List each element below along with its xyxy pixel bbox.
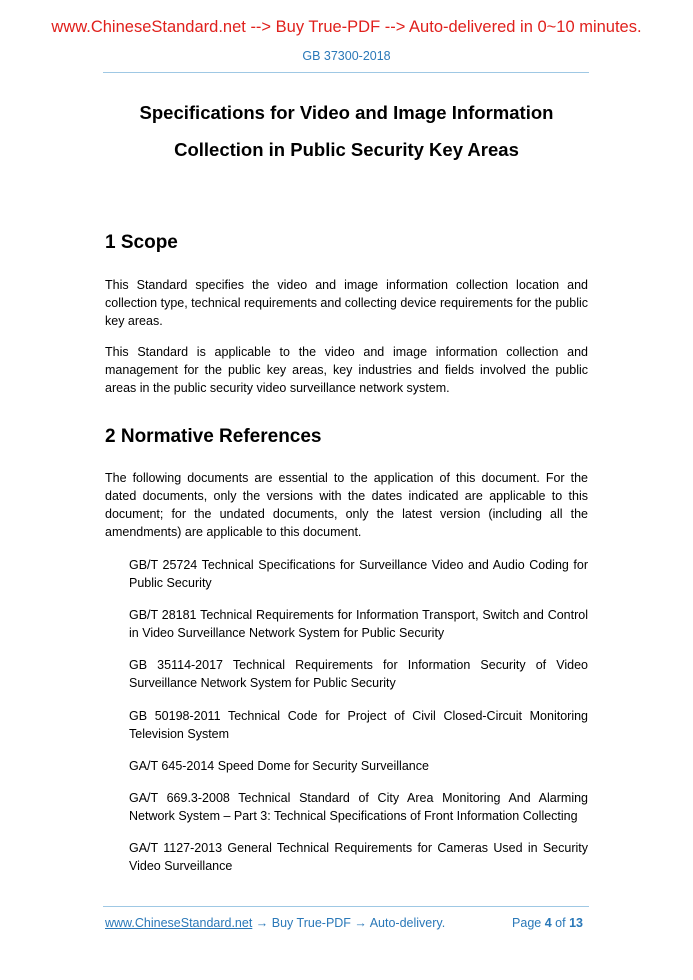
page-number: 4 (544, 916, 552, 930)
footer-text: → Buy True-PDF → Auto-delivery. (252, 916, 446, 930)
paragraph: This Standard specifies the video and image information collection location and collection type, technical requirements and collecting device requirements for the public key areas. (105, 278, 588, 328)
document-id: GB 37300-2018 (302, 49, 391, 63)
reference-item: GA/T 669.3-2008 Technical Standard of City Area Monitoring And Alarming Network System – Part 3: Technical Specifications of Front Information Collecting (129, 791, 588, 823)
paragraph: The following documents are essential to the application of this document. For the dated documents, only the versions with the dates indicated are applicable to this document; for the undated documents, only the latest version (including all the amendments) are applicable to this document. (105, 471, 588, 539)
page-indicator (512, 916, 583, 930)
footer-divider (103, 906, 589, 907)
footer (105, 916, 588, 930)
section-heading-scope: 1 Scope (105, 232, 178, 253)
page-label: Page (512, 916, 542, 930)
reference-item: GA/T 645-2014 Speed Dome for Security Surveillance (129, 759, 429, 773)
promo-banner[interactable]: www.ChineseStandard.net --> Buy True-PDF --> Auto-delivered in 0~10 minutes. (51, 18, 642, 36)
paragraph: This Standard is applicable to the video and image information collection and management for the public key areas, key industries and fields involved the public areas in the public security video surveillance network system. (105, 345, 588, 395)
page-of: of (555, 916, 566, 930)
reference-item: GB 50198-2011 Technical Code for Project of Civil Closed-Circuit Monitoring Television System (129, 709, 588, 741)
footer-link[interactable]: www.ChineseStandard.net (105, 916, 253, 930)
header-divider (103, 72, 589, 73)
reference-item: GB 35114-2017 Technical Requirements for Information Security of Video Surveillance Network System for Public Security (129, 658, 588, 690)
section-heading-normative-references: 2 Normative References (105, 426, 322, 447)
reference-item: GB/T 28181 Technical Requirements for Information Transport, Switch and Control in Video Surveillance Network System for Public Security (129, 608, 588, 640)
page-total: 13 (569, 916, 583, 930)
reference-item: GB/T 25724 Technical Specifications for Surveillance Video and Audio Coding for Public Security (129, 558, 588, 590)
document-title-line2: Collection in Public Security Key Areas (174, 139, 519, 160)
document-title-line1: Specifications for Video and Image Information (139, 102, 554, 123)
reference-item: GA/T 1127-2013 General Technical Requirements for Cameras Used in Security Video Surveillance (129, 841, 588, 873)
